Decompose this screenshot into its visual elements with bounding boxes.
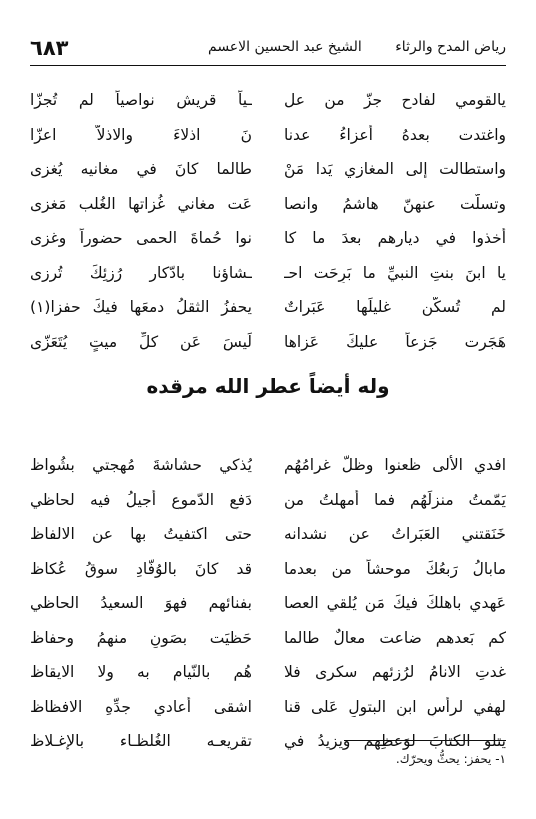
verse [30, 524, 506, 559]
verse-first-half: يتلو الكتابَ لوَعظِهم ويزيدُ في [284, 732, 506, 750]
verse-first-half: يا ابنَ بنتِ النبيِّ ما بَرِحَت احـ [284, 263, 506, 282]
verse-second-half: نَ اذلاءَ والاذلاّ اعزّا [30, 125, 252, 144]
verse-second-half: بفنائهم فهوَ السعيدُ الحاظي [30, 594, 252, 612]
verse-first-half: غدتِ الانامُ لرُزئهم سكرى فلا [284, 663, 506, 681]
verse-first-half: لم تُسكّن غليلَها عَبَراتٌ [284, 298, 506, 316]
verse [30, 125, 506, 160]
verse-first-half: عَهدي باهلكَ فيكَ مَن يُلقي العصا [284, 594, 506, 612]
verse-first-half: هَجَرت جَزعاً عليكَ عَزاها [284, 332, 506, 351]
verse [30, 194, 506, 229]
verse [30, 628, 506, 663]
verse-first-half: واغتدت بعدهُ أعزاءُ عدنا [284, 125, 506, 144]
verse-second-half: تقريعـه الغُلظـاء بالإغـلاظ [30, 732, 252, 750]
verse [30, 90, 506, 125]
verse-second-half: ـشاؤنا بادّكار رُزئِكَ تُرزى [30, 263, 252, 282]
verse [30, 228, 506, 263]
verse-first-half: لهفي لرأسِ ابنِ البتولِ عَلى قنا [284, 697, 506, 716]
verse [30, 159, 506, 194]
verse [30, 455, 506, 490]
verse-second-half: نوا حُماةَ الحمى حضوراً وغزى [30, 229, 252, 247]
verse-first-half: واستطالت إلى المغازي يَدا مَنْ [284, 160, 506, 178]
verse [30, 263, 506, 298]
verse [30, 697, 506, 732]
verse [30, 332, 506, 367]
header-rule [30, 65, 506, 66]
verse [30, 662, 506, 697]
verse-first-half: أخذوا في ديارهم بعدَ ما كا [284, 229, 506, 247]
section-title: وله أيضاً عطر الله مرقده [146, 374, 390, 398]
verse [30, 559, 506, 594]
verse-second-half: دَفعِ الدّموعِ أجيلُ فيه لحاظي [30, 490, 252, 509]
verse-second-half: يحفزُ الثقلُ دمعَها فيكَ حفزا(١) [30, 298, 252, 316]
verse [30, 297, 506, 332]
verse-second-half: اشقى أعادي جدِّهِ الافظاظ [30, 697, 252, 716]
verse-second-half: حَظيَت بصَونٍ منهمُ وحفاظ [30, 628, 252, 647]
verse-second-half: حتى اكتفيتُ بها عن الالفاظ [30, 525, 252, 543]
verse-first-half: كم بَعدهم ضاعت معالٌ طالما [284, 628, 506, 647]
verse-first-half: خَنَقتني العَبَراتُ عن نشدانه [284, 525, 506, 543]
poem-first [30, 90, 506, 366]
verse-first-half: يالقومي لفادح جزّ من عل [284, 91, 506, 109]
footnote: ١- يحفز: يحثُّ ويحرّك. [395, 752, 506, 766]
verse-second-half: يُذكي حشاشةَ مُهجتي بشُواظ [30, 456, 252, 474]
verse-first-half: افدي الألى ظعنوا وظلّ غرامُهُم [284, 456, 506, 474]
author-name: الشيخ عبد الحسين الاعسم [208, 39, 362, 55]
verse-second-half: هُم بالنّيامِ به ولا الايقاظ [30, 663, 252, 681]
page-number: ٦٨٣ [30, 36, 69, 60]
verse-first-half: يَمّمتُ منزلَهُم فما أمهلتُ من [284, 490, 506, 509]
verse-second-half: قد كانَ بالوُفّادِ سوقُ عُكاظ [30, 559, 252, 578]
verse-second-half: ـياً قريش نواصياً لم تُجزّا [30, 91, 252, 109]
footnote-rule [344, 740, 506, 741]
book-title: رياض المدح والرثاء [395, 39, 506, 55]
verse-second-half: عَت مغاني غُزاتها الغُلب مَغزى [30, 194, 252, 213]
verse-second-half: لَيسَ عَن كلِّ ميتٍ يُتَعَزّى [30, 332, 252, 351]
verse-second-half: طالما كانَ في مغانيه يُغزى [30, 160, 252, 178]
verse-first-half: مابالُ رَبعُكَ موحشاً من بعدما [284, 559, 506, 578]
page-header [30, 36, 506, 62]
verse-first-half: وتسلّت عنهنّ هاشمُ وانصا [284, 194, 506, 213]
verse [30, 490, 506, 525]
verse [30, 593, 506, 628]
poem-second [30, 455, 506, 766]
